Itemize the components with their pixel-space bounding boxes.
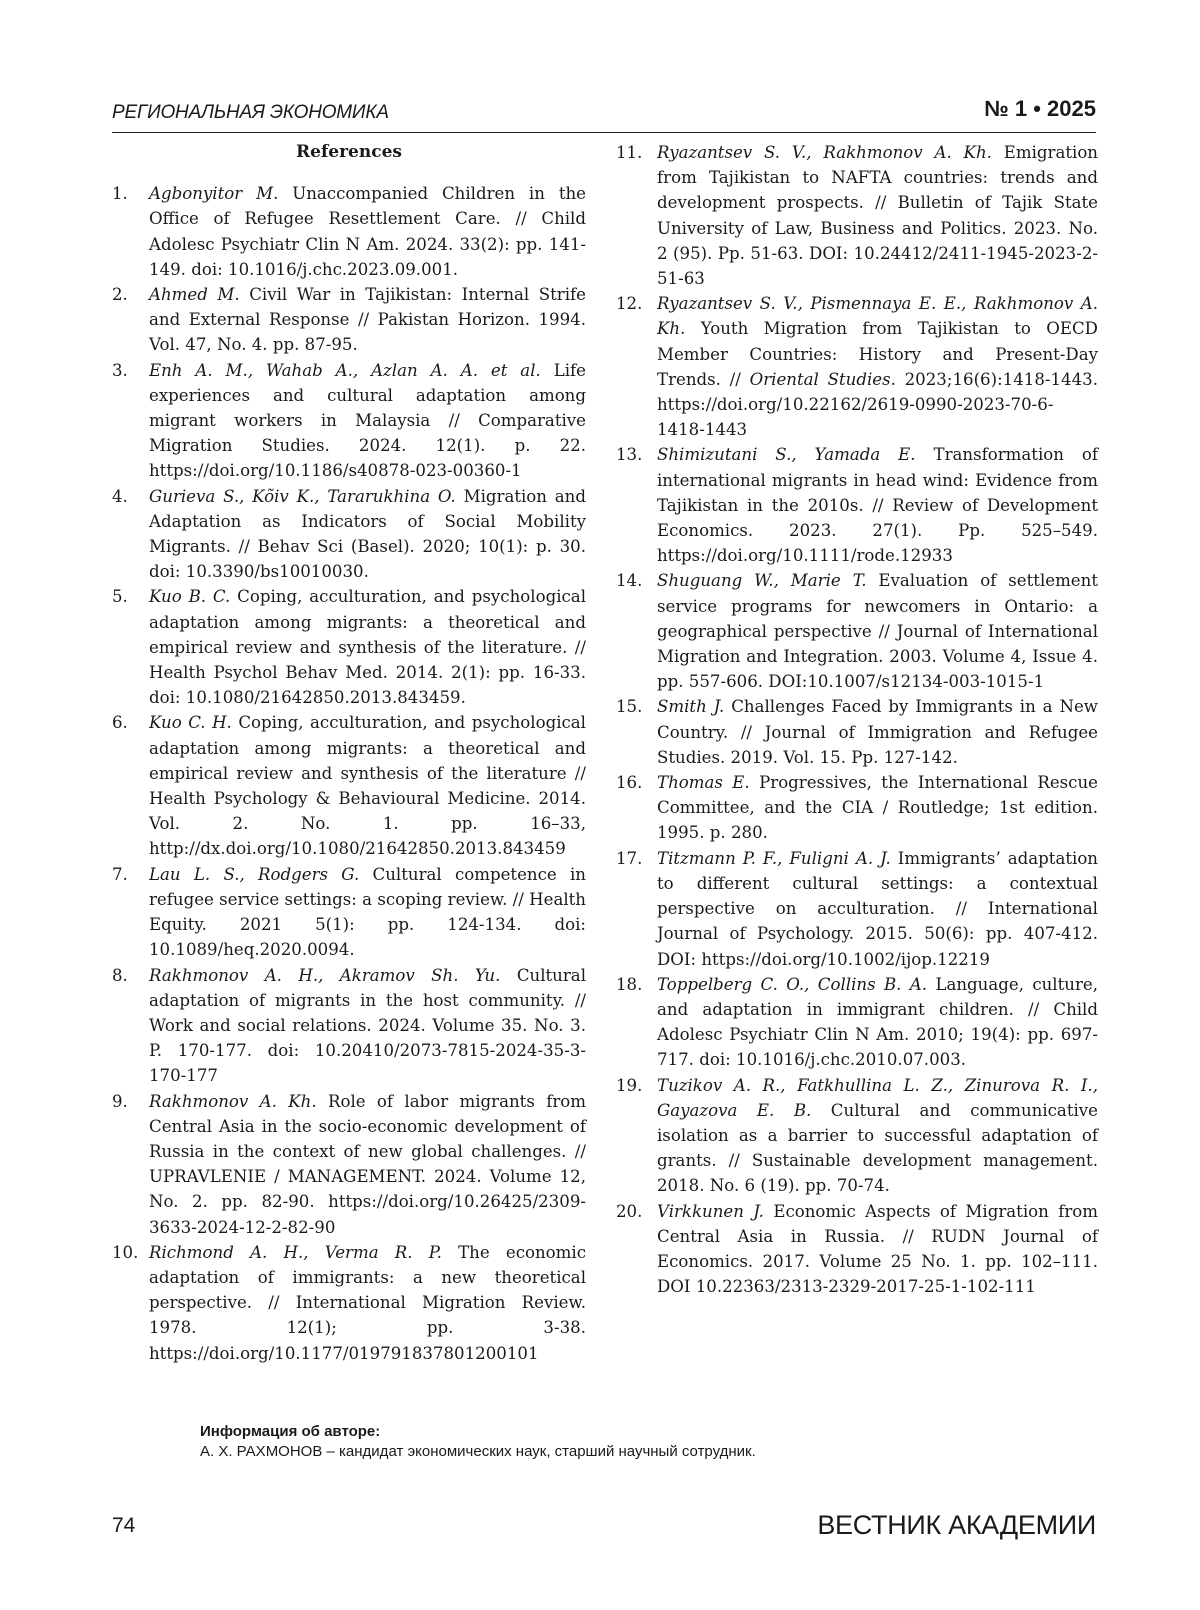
reference-text: Civil War in Tajikistan: Internal Strife and External Response // Pakistan Horizon. 1994. Vol. 47, No. 4. pp. 87-95. — [149, 285, 587, 355]
reference-text: Coping, acculturation, and psychological adaptation among migrants: a theoretical and empirical review and synthesis of the literature. // Health Psychol Behav Med. 2014. 2(1): pp. 16-33. doi: 10.1080/21642850.2013.843459. — [149, 587, 586, 708]
page-footer — [112, 1508, 1096, 1548]
reference-number: 12. — [616, 294, 643, 314]
reference-item-14 — [616, 568, 1098, 694]
reference-journal-italic: Oriental Studies — [749, 369, 891, 389]
reference-text: Youth Migration from Tajikistan to OECD Member Countries: History and Present-Day Trends. // — [657, 319, 1098, 389]
reference-text: Transformation of international migrants in head wind: Evidence from Tajikistan in the 2010s. // Review of Development Economics. 2023. 27(1). Pp. 525–549. https://doi.org/10.1111/rode.12933 — [657, 445, 1098, 566]
references-list-left — [112, 181, 586, 1366]
reference-text: Migration and Adaptation as Indicators of Social Mobility Migrants. // Behav Sci (Basel). 2020; 10(1): p. 30. doi: 10.3390/bs10010030. — [149, 486, 586, 582]
reference-authors: Rakhmonov A. H., Akramov Sh. Yu. — [149, 965, 501, 985]
references-list-right — [616, 140, 1099, 1299]
reference-number: 9. — [112, 1091, 128, 1111]
reference-number: 18. — [616, 974, 643, 994]
reference-number: 8. — [112, 965, 128, 985]
footer-journal-title: ВЕСТНИК АКАДЕМИИ — [817, 1510, 1096, 1540]
references-title: References — [296, 142, 402, 162]
reference-authors: Enh A. M., Wahab A., Azlan A. A. et al. — [149, 360, 541, 380]
reference-number: 3. — [112, 360, 128, 380]
reference-authors: Lau L. S., Rodgers G. — [149, 864, 360, 884]
reference-item-1 — [112, 181, 586, 282]
reference-authors: Shuguang W., Marie T. — [657, 571, 867, 591]
reference-item-13 — [616, 442, 1098, 568]
reference-number: 15. — [616, 697, 643, 717]
reference-item-20 — [616, 1199, 1099, 1300]
references-column-right — [616, 140, 1099, 1299]
reference-text: Evaluation of settlement service programs for newcomers in Ontario: a geographical perspective // Journal of International Migration and Integration. 2003. Volume 4, Issue 4. pp. 557-606. DOI:10.1007/s12134-003-1015-1 — [657, 571, 1098, 692]
reference-number: 17. — [616, 848, 643, 868]
reference-authors: Tuzikov A. R., Fatkhullina L. Z., Zinurova R. I., Gayazova E. B. — [657, 1075, 1098, 1120]
reference-number: 14. — [616, 571, 643, 591]
reference-number: 10. — [112, 1242, 139, 1262]
reference-text: Cultural competence in refugee service settings: a scoping review. // Health Equity. 2021 5(1): pp. 124-134. doi: 10.1089/heq.2020.0094. — [149, 864, 586, 960]
reference-text: Cultural and communicative isolation as a barrier to successful adaptation of grants. // Sustainable development management. 2018. No. 6 (19). pp. 70-74. — [657, 1100, 1098, 1196]
reference-text: Progressives, the International Rescue Committee, and the CIA / Routledge; 1st edition. 1995. p. 280. — [657, 773, 1098, 843]
reference-authors: Virkkunen J. — [657, 1201, 764, 1221]
reference-text: Coping, acculturation, and psychological adaptation among migrants: a theoretical and empirical review and synthesis of the literature // Health Psychology & Behavioural Medicine. 2014. Vol. 2. No. 1. pp. 16–33, http://dx.doi.org/10.1080/21642850.2013.843459 — [149, 713, 586, 859]
reference-item-9 — [112, 1089, 586, 1240]
reference-authors: Thomas E. — [657, 773, 750, 793]
reference-item-19 — [616, 1073, 1098, 1199]
reference-item-17 — [616, 846, 1098, 972]
reference-item-3 — [112, 358, 586, 484]
author-info-label: Информация об авторе: — [200, 1423, 381, 1440]
author-info — [200, 1422, 1100, 1462]
reference-text: Immigrants’ adaptation to different cultural settings: a contextual perspective on acculturation. // International Journal of Psychology. 2015. 50(6): pp. 407-412. DOI: https://doi.org/10.1002/ijop.12219 — [657, 848, 1098, 969]
reference-authors: Richmond A. H., Verma R. P. — [149, 1242, 442, 1262]
reference-item-7 — [112, 862, 586, 963]
reference-authors: Ahmed M. — [149, 285, 240, 305]
reference-number: 16. — [616, 773, 643, 793]
references-column-left — [112, 140, 586, 1366]
reference-item-18 — [616, 972, 1098, 1073]
reference-item-16 — [616, 770, 1098, 846]
reference-item-5 — [112, 584, 586, 710]
issue-number: № 1 • 2025 — [984, 96, 1096, 121]
reference-number: 6. — [112, 713, 128, 733]
reference-authors: Toppelberg C. O., Collins B. A. — [657, 974, 928, 994]
running-head — [112, 96, 1096, 133]
reference-authors: Ryazantsev S. V., Rakhmonov A. Kh. — [657, 143, 992, 162]
reference-text: Language, culture, and adaptation in immigrant children. // Child Adolesc Psychiatr Clin N Am. 2010; 19(4): pp. 697-717. doi: 10.1016/j.chc.2010.07.003. — [657, 974, 1098, 1070]
reference-authors: Kuo B. C. — [149, 587, 231, 607]
reference-authors: Shimizutani S., Yamada E. — [657, 445, 916, 465]
reference-number: 4. — [112, 486, 128, 506]
reference-text: Life experiences and cultural adaptation among migrant workers in Malaysia // Comparative Migration Studies. 2024. 12(1). p. 22. https://doi.org/10.1186/s40878-023-00360-1 — [149, 360, 586, 481]
page-number: 74 — [112, 1514, 136, 1537]
reference-text: Cultural adaptation of migrants in the host community. // Work and social relations. 2024. Volume 35. No. 3. P. 170-177. doi: 10.20410/2073-7815-2024-35-3-170-177 — [149, 965, 586, 1086]
reference-number: 1. — [112, 184, 128, 204]
reference-number: 19. — [616, 1075, 643, 1095]
journal-name: РЕГИОНАЛЬНАЯ ЭКОНОМИКА — [112, 102, 389, 123]
reference-number: 5. — [112, 587, 128, 607]
reference-authors: Smith J. — [657, 697, 725, 717]
reference-authors: Agbonyitor M. — [149, 184, 279, 204]
reference-item-4 — [112, 484, 586, 585]
reference-number: 7. — [112, 864, 128, 884]
reference-text: Emigration from Tajikistan to NAFTA countries: trends and development prospects. // Bulletin of Tajik State University of Law, Business and Politics. 2023. No. 2 (95). Pp. 51-63. DOI: 10.24412/2411-1945-2023-2-51-63 — [657, 143, 1098, 289]
reference-text: Role of labor migrants from Central Asia in the socio-economic development of Russia in the context of new global challenges. // UPRAVLENIE / MANAGEMENT. 2024. Volume 12, No. 2. pp. 82-90. https://doi.org/10.26425/2309-3633-2024-12-2-82-90 — [149, 1091, 586, 1237]
reference-number: 13. — [616, 445, 643, 465]
reference-item-12 — [616, 291, 1098, 442]
reference-text: The economic adaptation of immigrants: a new theoretical perspective. // International Migration Review. 1978. 12(1); pp. 3-38. https://doi.org/10.1177/019791837801200101 — [149, 1242, 587, 1363]
reference-number: 20. — [616, 1201, 643, 1221]
reference-number: 11. — [616, 143, 643, 162]
reference-text: Economic Aspects of Migration from Central Asia in Russia. // RUDN Journal of Economics. 2017. Volume 25 No. 1. pp. 102–111. DOI 10.22363/2313-2329-2017-25-1-102-111 — [657, 1201, 1099, 1297]
reference-authors: Kuo C. H. — [149, 713, 232, 733]
reference-item-2 — [112, 282, 586, 358]
reference-authors: Gurieva S., Kõiv K., Tararukhina O. — [149, 486, 456, 506]
reference-authors: Ryazantsev S. V., Pismennaya E. E., Rakhmonov A. Kh. — [657, 294, 1098, 339]
reference-item-6 — [112, 710, 586, 861]
author-info-text: А. Х. РАХМОНОВ – кандидат экономических наук, старший научный сотрудник. — [200, 1443, 756, 1460]
reference-number: 2. — [112, 285, 128, 305]
reference-item-10 — [112, 1240, 586, 1366]
reference-item-15 — [616, 694, 1098, 770]
reference-authors: Titzmann P. F., Fuligni A. J. — [657, 848, 891, 868]
reference-text-tail: . 2023;16(6):1418-1443. https://doi.org/10.22162/2619-0990-2023-70-6-1418-1443 — [657, 369, 1098, 440]
reference-text: Challenges Faced by Immigrants in a New Country. // Journal of Immigration and Refugee Studies. 2019. Vol. 15. Pp. 127-142. — [657, 697, 1098, 767]
reference-authors: Rakhmonov A. Kh. — [149, 1091, 317, 1111]
reference-item-11 — [616, 140, 1098, 291]
reference-text: Unaccompanied Children in the Office of Refugee Resettlement Care. // Child Adolesc Psychiatr Clin N Am. 2024. 33(2): pp. 141-149. doi: 10.1016/j.chc.2023.09.001. — [149, 184, 586, 279]
reference-item-8 — [112, 963, 586, 1089]
